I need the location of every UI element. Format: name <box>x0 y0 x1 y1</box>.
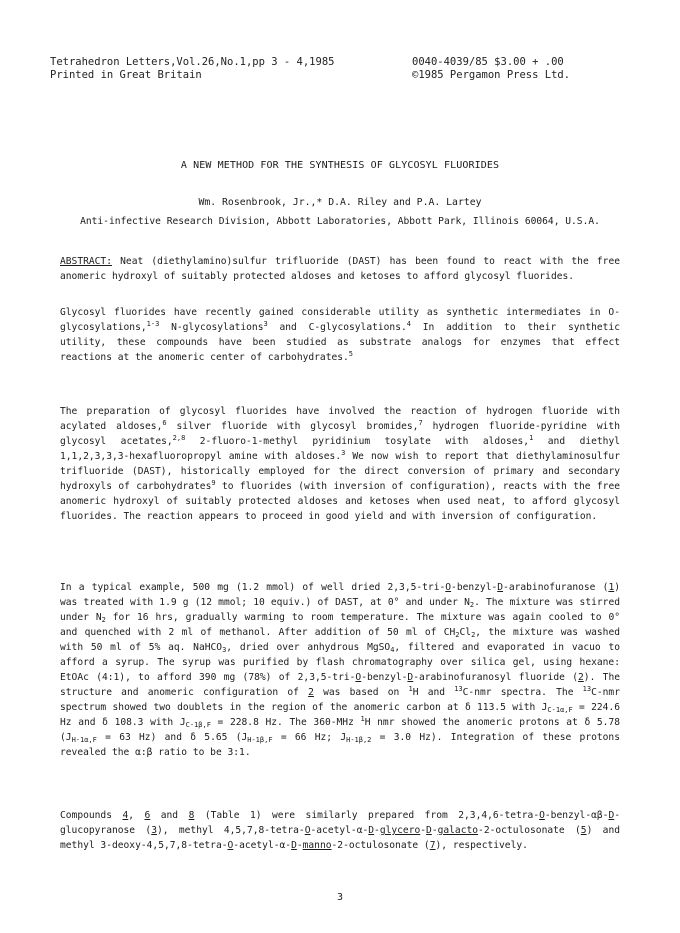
compound-number: 6 <box>144 810 151 821</box>
text-run: H and <box>412 687 455 698</box>
subscript: 2 <box>469 601 475 609</box>
text-run: . The mixture was stirred under N <box>60 597 620 623</box>
text-run: to fluorides (with inversion of configuration), reacts with the free anomeric hydroxyl of suitably protected aldoses and ketoses when used neat, to afford glycosyl fluorides. The reaction appears to proceed in good yield and with inversion of configuration. <box>60 481 620 522</box>
text-run: In a typical example, 500 mg (1.2 mmol) of well dried 2,3,5-tri- <box>60 582 446 593</box>
text-run: D <box>368 825 375 836</box>
text-run: ) was treated with 1.9 g (12 mmol; 10 equiv.) of DAST, at 0° and under N <box>60 582 620 608</box>
text-run: and C-glycosylations. <box>267 322 407 333</box>
text-run: - <box>296 840 303 851</box>
text-run: ) and methyl 3-deoxy-4,5,7,8-tetra- <box>60 825 621 851</box>
text-run: -benzyl- <box>361 672 408 683</box>
text-run: D <box>291 840 297 851</box>
abstract-label: ABSTRACT: <box>60 256 112 267</box>
text-run: -arabinofuranosyl fluoride ( <box>413 672 579 683</box>
text-run: = 66 Hz; J <box>272 732 347 743</box>
text-run: N-glycosylations <box>159 322 264 333</box>
subscript: 2 <box>455 631 460 639</box>
text-run: = 228.8 Hz. The 360-MHz <box>210 717 361 728</box>
text-run: silver fluoride with glycosyl bromides, <box>166 421 419 432</box>
subscript: H-1β,2 <box>346 736 372 744</box>
subscript: 2 <box>471 631 476 639</box>
text-run: O <box>227 840 234 851</box>
text-run: galacto <box>437 825 479 836</box>
paper-title: A NEW METHOD FOR THE SYNTHESIS OF GLYCOSYL FLUORIDES <box>180 160 500 171</box>
subscript: C-1β,F <box>185 721 211 729</box>
superscript: 1 <box>408 685 413 693</box>
subscript: C-1α,F <box>547 706 573 714</box>
subscript: 2 <box>101 616 106 624</box>
superscript: 13 <box>454 685 463 693</box>
text-run: - <box>431 825 438 836</box>
text-run: Glycosyl fluorides have recently gained considerable utility as synthetic intermediates in O-glycosylations, <box>60 307 620 333</box>
text-run: -acetyl-α- <box>233 840 292 851</box>
text-run: D <box>426 825 432 836</box>
journal-line: Tetrahedron Letters,Vol.26,No.1,pp 3 - 4,1985 <box>50 56 335 68</box>
text-run: We now wish to report that diethylaminosulfur trifluoride (DAST), historically employed for the direct conversion of primary and secondary hydroxyls of carbohydrates <box>60 451 620 492</box>
text-run: (Table 1) were similarly prepared from 2,3,4,6-tetra- <box>194 810 540 821</box>
text-run: , <box>128 810 145 821</box>
text-run: Cl <box>459 627 472 638</box>
abstract-text: Neat (diethylamino)sulfur trifluoride (DAST) has been found to react with the free anomeric hydroxyl of suitably protected aldoses and ketoses to afford glycosyl fluorides. <box>60 256 620 282</box>
text-run: manno <box>302 840 332 851</box>
text-run: -2-octulosonate ( <box>478 825 581 836</box>
text-run: - <box>374 825 380 836</box>
compound-number: 4 <box>122 810 129 821</box>
text-run: = 63 Hz) and δ 5.65 (J <box>96 732 248 743</box>
paragraph-compounds <box>60 808 620 853</box>
text-run: was based on <box>313 687 409 698</box>
text-run: and diethyl 1,1,2,3,3,3-hexafluoropropyl amine with aldoses. <box>60 436 620 462</box>
compound-number: 8 <box>188 810 195 821</box>
reference-superscript: 7 <box>418 419 423 427</box>
reference-superscript: 2,8 <box>172 434 186 442</box>
text-run: C-nmr spectrum showed two doublets in the region of the anomeric carbon at δ 113.5 with J <box>60 687 620 713</box>
text-run: The preparation of glycosyl fluorides have involved the reaction of hydrogen fluoride with acylated aldoses, <box>60 406 620 432</box>
subscript: H-1β,F <box>247 736 273 744</box>
reference-superscript: 3 <box>341 449 346 457</box>
superscript: 1 <box>360 715 365 723</box>
journal-price <box>412 56 570 82</box>
text-run: -acetyl-α- <box>310 825 369 836</box>
compound-number: 3 <box>151 825 157 836</box>
page-number: 3 <box>336 892 344 903</box>
reference-superscript: 9 <box>211 479 216 487</box>
text-run: , filtered and evaporated in vacuo to afford a syrup. The syrup was purified by flash chromatography over silica gel, using hexane: EtOAc (4:1), to afford 390 mg (78%) of 2,3,5-tri- <box>60 642 621 683</box>
subscript: H-1α,F <box>71 736 97 744</box>
text-run: -benzyl-αβ- <box>544 810 609 821</box>
paper-authors: Wm. Rosenbrook, Jr.,* D.A. Riley and P.A. Lartey <box>198 197 482 208</box>
abstract <box>60 254 620 284</box>
text-run: ), respectively. <box>435 840 528 851</box>
text-run: -glucopyranose ( <box>60 810 620 836</box>
reference-superscript: 1 <box>529 434 534 442</box>
text-run: O <box>445 582 452 593</box>
printed-line: Printed in Great Britain <box>50 69 202 81</box>
text-run: hydrogen fluoride-pyridine with glycosyl acetates, <box>60 421 620 447</box>
text-run: -arabinofuranose ( <box>503 582 609 593</box>
text-run: = 3.0 Hz). Integration of these protons revealed the α:β ratio to be 3:1. <box>60 732 620 758</box>
text-run: D <box>407 672 414 683</box>
reference-superscript: 5 <box>348 350 354 358</box>
text-run: 2-fluoro-1-methyl pyridinium tosylate with aldoses, <box>185 436 530 447</box>
reference-superscript: 1-3 <box>146 320 160 328</box>
text-run: glycero <box>379 825 421 836</box>
text-run: In addition to their synthetic utility, these compounds have been studied as substrate analogs for enzymes that effect reactions at the anomeric center of carbohydrates. <box>60 322 620 363</box>
text-run: and <box>150 810 189 821</box>
text-run: ). The structure and anomeric configuration of <box>60 672 620 698</box>
copyright-line: ©1985 Pergamon Press Ltd. <box>412 69 571 81</box>
subscript: 4 <box>390 646 395 654</box>
text-run: D <box>497 582 504 593</box>
compound-number: 2 <box>578 672 584 683</box>
reference-superscript: 6 <box>162 419 167 427</box>
text-run: - <box>420 825 427 836</box>
text-run: -benzyl- <box>451 582 498 593</box>
paragraph-intro <box>60 305 620 365</box>
text-run: H nmr showed the anomeric protons at δ 5.78 (J <box>60 717 621 743</box>
compound-number: 5 <box>580 825 587 836</box>
reference-superscript: 4 <box>406 320 411 328</box>
text-run: O <box>539 810 545 821</box>
price-line: 0040-4039/85 $3.00 + .00 <box>412 56 564 68</box>
text-run: C-nmr spectra. The <box>462 687 583 698</box>
compound-number: 2 <box>308 687 314 698</box>
journal-citation <box>50 56 334 82</box>
superscript: 13 <box>582 685 592 693</box>
text-run: = 224.6 Hz and δ 108.3 with J <box>60 702 620 728</box>
paragraph-typical-example <box>60 580 620 760</box>
text-run: O <box>355 672 362 683</box>
text-run: -2-octulosonate ( <box>331 840 430 851</box>
text-run: , dried over anhydrous MgSO <box>226 642 391 653</box>
reference-superscript: 3 <box>263 320 268 328</box>
text-run: for 16 hrs, gradually warming to room temperature. The mixture was again cooled to 0° and quenched with 2 ml of methanol. After addition of 50 ml of CH <box>60 612 621 638</box>
compound-number: 1 <box>608 582 615 593</box>
compound-number: 7 <box>429 840 436 851</box>
subscript: 3 <box>222 646 227 654</box>
text-run: , the mixture was washed with 50 ml of 5% aq. NaHCO <box>60 627 621 653</box>
text-run: D <box>608 810 615 821</box>
text-run: O <box>304 825 311 836</box>
text-run: Compounds <box>60 810 123 821</box>
paper-affiliation: Anti-infective Research Division, Abbott Laboratories, Abbott Park, Illinois 60064, U.S.A. <box>80 216 600 227</box>
text-run: ), methyl 4,5,7,8-tetra- <box>156 825 305 836</box>
paragraph-preparation <box>60 404 620 524</box>
